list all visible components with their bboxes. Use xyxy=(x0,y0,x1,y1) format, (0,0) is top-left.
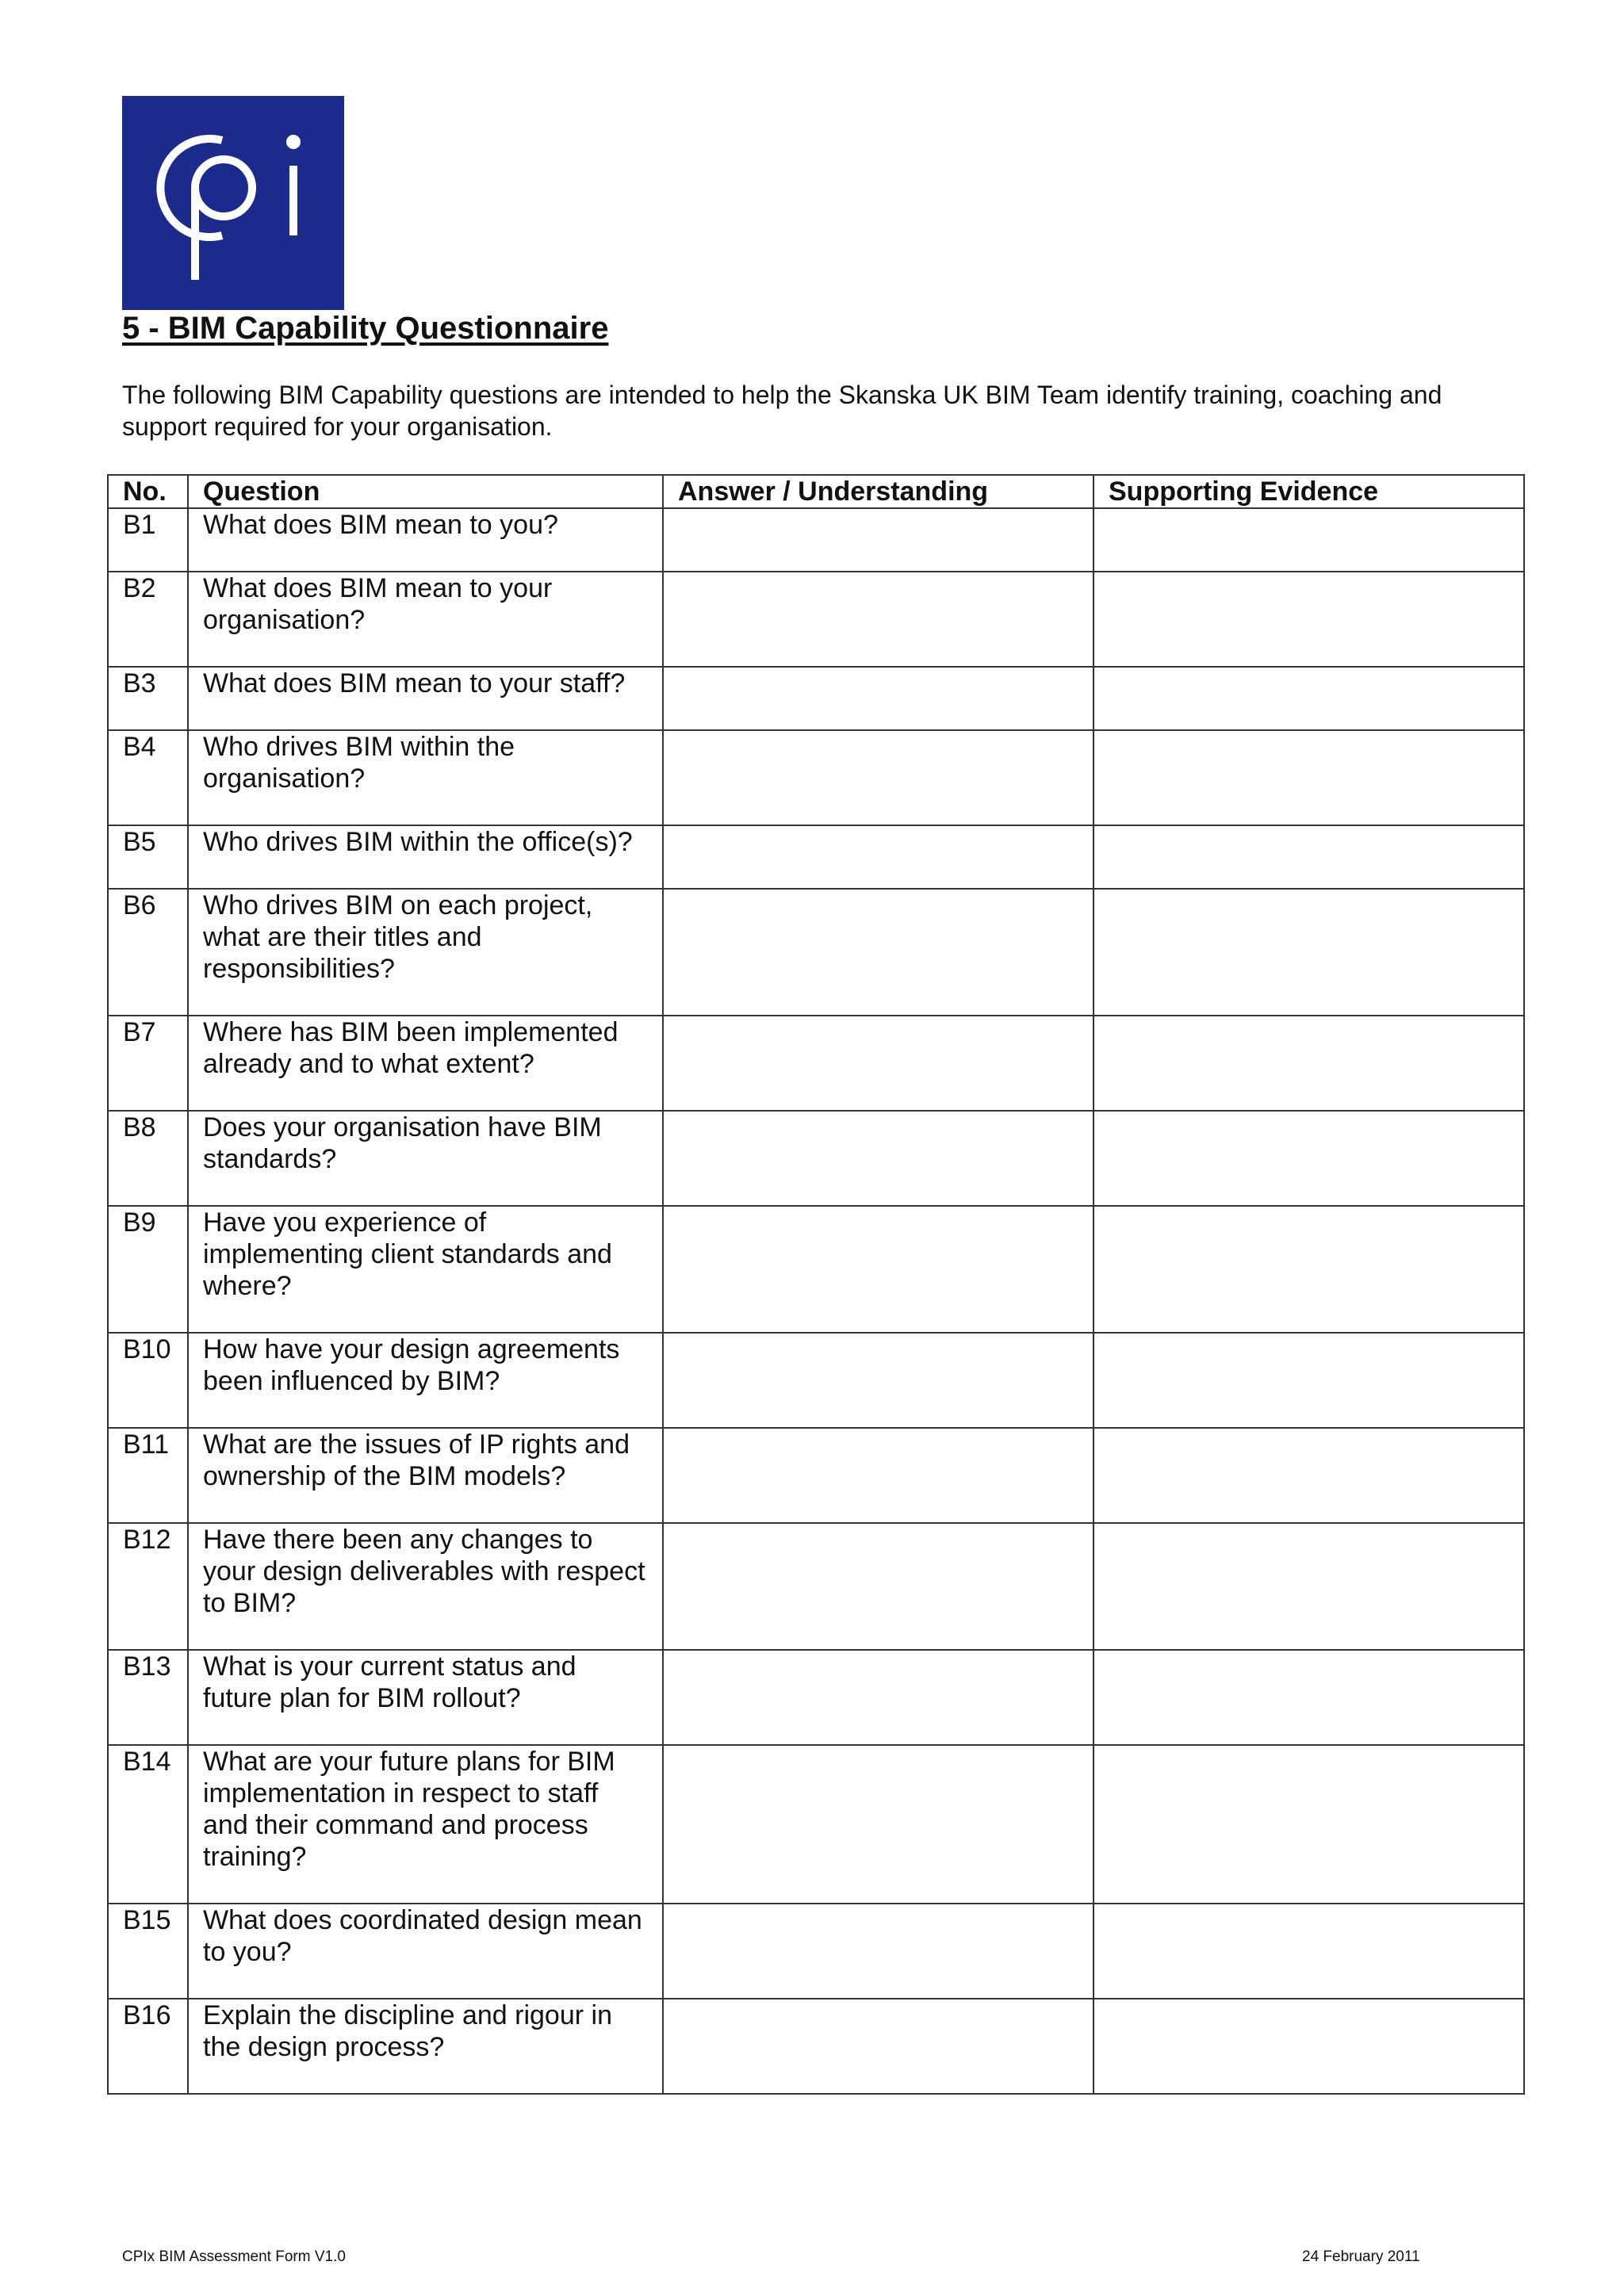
evidence-cell[interactable] xyxy=(1094,1999,1524,2094)
answer-cell[interactable] xyxy=(663,1650,1094,1745)
evidence-cell[interactable] xyxy=(1094,508,1524,572)
answer-cell[interactable] xyxy=(663,889,1094,1016)
question-text: What are your future plans for BIM implementation in respect to staff and their command and process training? xyxy=(188,1745,663,1904)
evidence-cell[interactable] xyxy=(1094,1016,1524,1111)
question-text: Have you experience of implementing client standards and where? xyxy=(188,1206,663,1333)
question-text: What does BIM mean to you? xyxy=(188,508,663,572)
evidence-cell[interactable] xyxy=(1094,1333,1524,1428)
questionnaire-table xyxy=(107,474,1525,2095)
table-row xyxy=(108,1999,1524,2094)
evidence-cell[interactable] xyxy=(1094,1904,1524,1999)
evidence-cell[interactable] xyxy=(1094,730,1524,825)
answer-cell[interactable] xyxy=(663,1111,1094,1206)
question-number: B13 xyxy=(108,1650,188,1745)
question-text: Explain the discipline and rigour in the design process? xyxy=(188,1999,663,2094)
question-text: Does your organisation have BIM standards? xyxy=(188,1111,663,1206)
evidence-cell[interactable] xyxy=(1094,1206,1524,1333)
table-row xyxy=(108,1333,1524,1428)
footer-date: 24 February 2011 xyxy=(1302,2248,1420,2265)
question-number: B7 xyxy=(108,1016,188,1111)
question-number: B15 xyxy=(108,1904,188,1999)
evidence-cell[interactable] xyxy=(1094,825,1524,889)
question-text: Have there been any changes to your design deliverables with respect to BIM? xyxy=(188,1523,663,1650)
answer-cell[interactable] xyxy=(663,1016,1094,1111)
question-number: B3 xyxy=(108,667,188,730)
question-text: How have your design agreements been influenced by BIM? xyxy=(188,1333,663,1428)
answer-cell[interactable] xyxy=(663,1745,1094,1904)
question-number: B16 xyxy=(108,1999,188,2094)
answer-cell[interactable] xyxy=(663,508,1094,572)
answer-cell[interactable] xyxy=(663,1523,1094,1650)
table-row xyxy=(108,1206,1524,1333)
table-row xyxy=(108,1650,1524,1745)
answer-cell[interactable] xyxy=(663,572,1094,667)
question-number: B4 xyxy=(108,730,188,825)
question-text: Where has BIM been implemented already and to what extent? xyxy=(188,1016,663,1111)
question-text: What is your current status and future plan for BIM rollout? xyxy=(188,1650,663,1745)
question-text: What are the issues of IP rights and ownership of the BIM models? xyxy=(188,1428,663,1523)
page-title: 5 - BIM Capability Questionnaire xyxy=(122,311,609,346)
question-text: Who drives BIM within the organisation? xyxy=(188,730,663,825)
question-text: Who drives BIM within the office(s)? xyxy=(188,825,663,889)
evidence-cell[interactable] xyxy=(1094,1745,1524,1904)
table-row xyxy=(108,1904,1524,1999)
table-row xyxy=(108,572,1524,667)
evidence-cell[interactable] xyxy=(1094,572,1524,667)
question-text: What does coordinated design mean to you? xyxy=(188,1904,663,1999)
table-row xyxy=(108,1428,1524,1523)
evidence-cell[interactable] xyxy=(1094,667,1524,730)
question-number: B12 xyxy=(108,1523,188,1650)
answer-cell[interactable] xyxy=(663,730,1094,825)
question-text: Who drives BIM on each project, what are their titles and responsibilities? xyxy=(188,889,663,1016)
answer-cell[interactable] xyxy=(663,1206,1094,1333)
question-number: B10 xyxy=(108,1333,188,1428)
table-row xyxy=(108,889,1524,1016)
answer-cell[interactable] xyxy=(663,1333,1094,1428)
table-row xyxy=(108,825,1524,889)
footer-form-version: CPIx BIM Assessment Form V1.0 xyxy=(122,2248,346,2265)
table-row xyxy=(108,730,1524,825)
intro-paragraph: The following BIM Capability questions are intended to help the Skanska UK BIM Team identify training, coaching and support required for your organisation. xyxy=(122,381,1442,441)
evidence-cell[interactable] xyxy=(1094,1523,1524,1650)
question-text: What does BIM mean to your organisation? xyxy=(188,572,663,667)
answer-cell[interactable] xyxy=(663,1999,1094,2094)
question-number: B6 xyxy=(108,889,188,1016)
cpi-logo-icon xyxy=(122,96,344,310)
question-number: B14 xyxy=(108,1745,188,1904)
answer-cell[interactable] xyxy=(663,1428,1094,1523)
evidence-cell[interactable] xyxy=(1094,889,1524,1016)
question-number: B8 xyxy=(108,1111,188,1206)
question-number: B1 xyxy=(108,508,188,572)
evidence-cell[interactable] xyxy=(1094,1650,1524,1745)
answer-cell[interactable] xyxy=(663,825,1094,889)
header-no: No. xyxy=(108,475,188,508)
table-row xyxy=(108,508,1524,572)
question-number: B9 xyxy=(108,1206,188,1333)
table-header-row xyxy=(108,475,1524,508)
table-row xyxy=(108,1745,1524,1904)
header-evidence: Supporting Evidence xyxy=(1094,475,1524,508)
question-text: What does BIM mean to your staff? xyxy=(188,667,663,730)
question-number: B5 xyxy=(108,825,188,889)
question-number: B11 xyxy=(108,1428,188,1523)
header-answer: Answer / Understanding xyxy=(663,475,1094,508)
evidence-cell[interactable] xyxy=(1094,1111,1524,1206)
table-row xyxy=(108,1111,1524,1206)
cpi-logo xyxy=(122,96,344,310)
question-number: B2 xyxy=(108,572,188,667)
table-row xyxy=(108,1016,1524,1111)
answer-cell[interactable] xyxy=(663,1904,1094,1999)
answer-cell[interactable] xyxy=(663,667,1094,730)
evidence-cell[interactable] xyxy=(1094,1428,1524,1523)
header-question: Question xyxy=(188,475,663,508)
table-row xyxy=(108,667,1524,730)
table-row xyxy=(108,1523,1524,1650)
